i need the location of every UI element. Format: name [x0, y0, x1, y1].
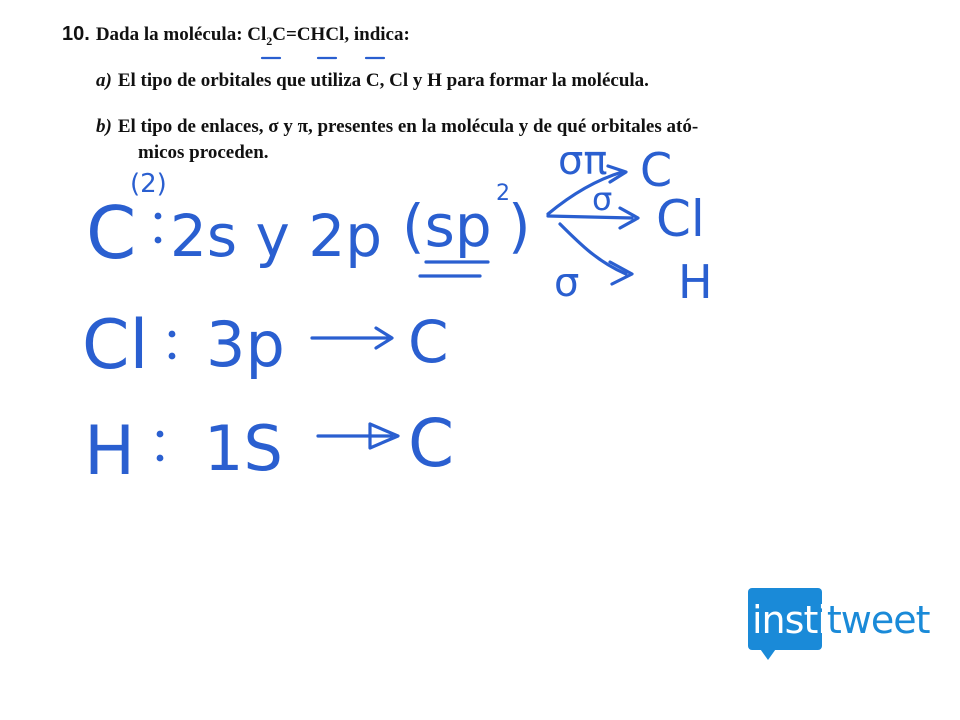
row1-orbitals: 2s y 2p [170, 202, 383, 270]
bond-top-target: C [640, 143, 673, 197]
formula-subscript: 2 [266, 33, 273, 48]
part-b-text-line2: micos proceden. [138, 142, 269, 163]
question-number: 10. [62, 23, 90, 45]
formula-rest: C=CHCl [272, 24, 345, 45]
row3-target: C [408, 405, 455, 482]
part-b-text-line1: El tipo de enlaces, σ y π, presentes en la molécula y de qué orbitales ató- [117, 116, 699, 137]
row2-orbital: 3p [206, 308, 285, 381]
row3-orbital: 1S [204, 412, 283, 485]
formula-cl: Cl [247, 24, 267, 45]
part-a-text: El tipo de orbitales que utiliza C, Cl y H para formar la molécula. [117, 70, 649, 91]
institweet-logo [748, 588, 948, 664]
logo-wordmark [752, 598, 930, 642]
logo-part1: insti [752, 598, 827, 642]
row3-colon-bottom [158, 456, 162, 460]
row3-colon-top [158, 432, 162, 436]
row2-colon-bottom [170, 354, 174, 358]
row1-hybrid-close: ) [508, 192, 531, 260]
logo-badge-tail [758, 646, 778, 660]
bond-bot-label: σ [554, 260, 580, 306]
logo-part2: tweet [826, 598, 930, 642]
question-intro: Dada la molécula: [95, 24, 243, 45]
bond-mid-target: Cl [656, 190, 705, 248]
bond-top-label: σπ [558, 138, 608, 184]
bond-mid-label: σ [592, 180, 613, 218]
row1-element: C [86, 191, 137, 275]
part-b-label: b) [96, 116, 112, 137]
row2-colon-top [170, 332, 174, 336]
row3-element: H [84, 412, 136, 491]
bond-mid-arrow [548, 216, 632, 218]
row1-colon-bottom [156, 238, 160, 242]
row1-colon-top [156, 214, 160, 218]
row2-target: C [408, 308, 449, 376]
row1-paren-note: (2) [130, 169, 167, 199]
row2-element: Cl [82, 306, 149, 385]
part-a-label: a) [96, 70, 112, 91]
row1-hybrid-sup: 2 [496, 181, 510, 206]
bond-bot-target: H [678, 255, 713, 309]
question-intro-end: , indica: [344, 24, 410, 45]
row1-hybrid: (sp [402, 192, 492, 260]
